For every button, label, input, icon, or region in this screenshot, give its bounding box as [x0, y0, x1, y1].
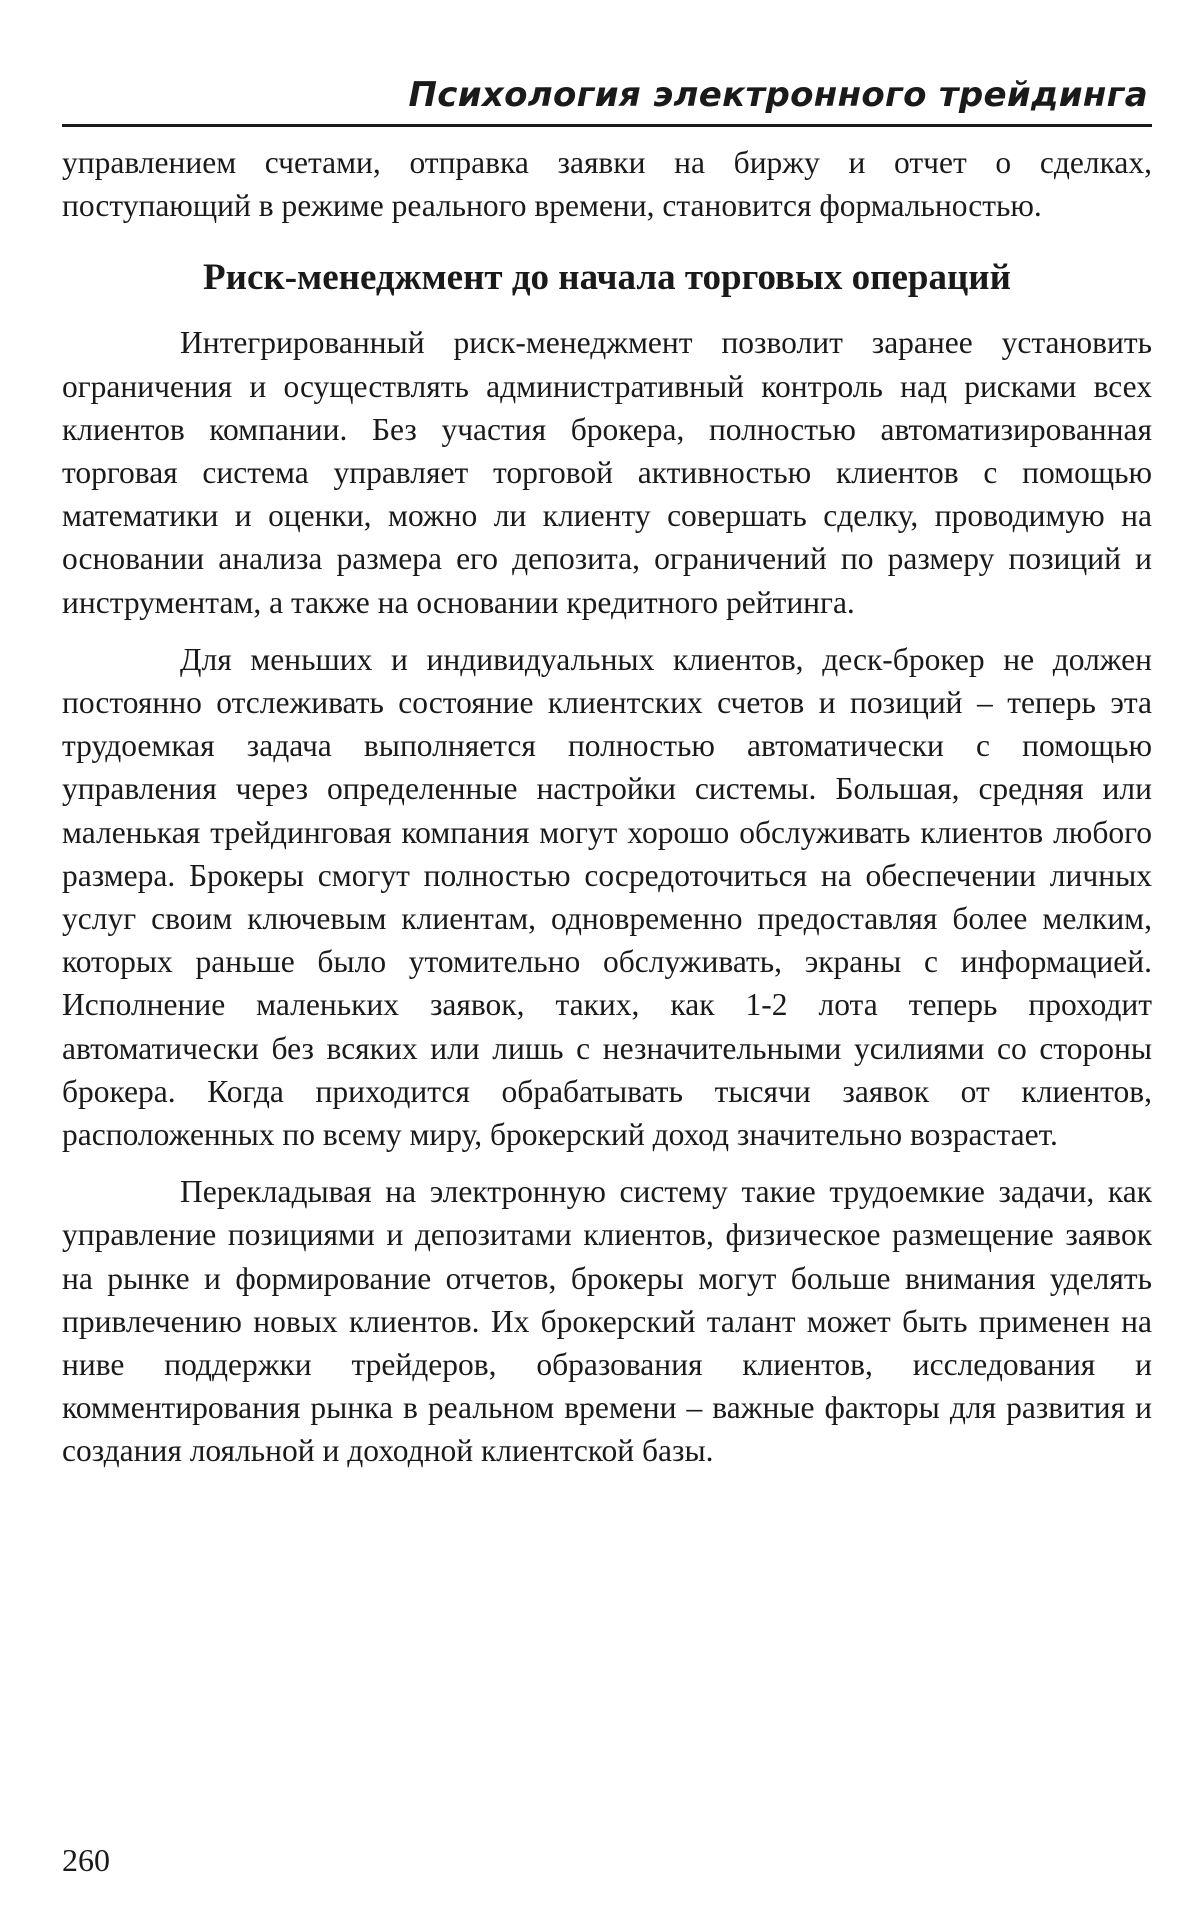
paragraph-risk-management: Интегрированный риск-менеджмент позволит заранее установить ограничения и осуществлять административный контроль над рисками всех клиентов компании. Без участия брокера, полностью автоматизированная торговая система управляет торговой активностью клиентов с помощью математики и оценки, можно ли клиенту совершать сделку, проводимую на основании анализа размера его депозита, ограничений по размеру позиций и инструментам, а также на основании кредитного рейтинга. — [62, 325, 1152, 620]
section-heading: Риск-менеджмент до начала торговых операций — [203, 257, 1011, 299]
book-page — [62, 70, 1152, 1473]
continuation-paragraph: управлением счетами, отправка заявки на биржу и отчет о сделках, поступающий в режиме реального времени, становится формальностью. — [62, 145, 1152, 224]
page-number: 260 — [62, 1842, 110, 1878]
running-head: Психология электронного трейдинга — [408, 75, 1148, 115]
paragraph-small-clients: Для меньших и индивидуальных клиентов, деск-брокер не должен постоянно отслеживать состояние клиентских счетов и позиций – теперь эта трудоемкая задача выполняется полностью автоматически с помощью управления через определенные настройки системы. Большая, средняя или маленькая трейдинговая компания могут хорошо обслуживать клиентов любого размера. Брокеры смогут полностью сосредоточиться на обеспечении личных услуг своим ключевым клиентам, одновременно предоставляя более мелким, которых раньше было утомительно обслуживать, экраны с информацией. Исполнение маленьких заявок, таких, как 1-2 лота теперь проходит автоматически без всяких или лишь с незначительными усилиями со стороны брокера. Когда приходится обрабатывать тысячи заявок от клиентов, расположенных по всему миру, брокерский доход значительно возрастает. — [62, 641, 1152, 1153]
paragraph-electronic-system: Перекладывая на электронную систему такие трудоемкие задачи, как управление позициями и депозитами клиентов, физическое размещение заявок на рынке и формирование отчетов, брокеры могут больше внимания уделять привлечению новых клиентов. Их брокерский талант может быть применен на ниве поддержки трейдеров, образования клиентов, исследования и комментирования рынка в реальном времени – важные факторы для развития и создания лояльной и доходной клиентской базы. — [62, 1174, 1152, 1469]
header-rule — [62, 124, 1152, 127]
